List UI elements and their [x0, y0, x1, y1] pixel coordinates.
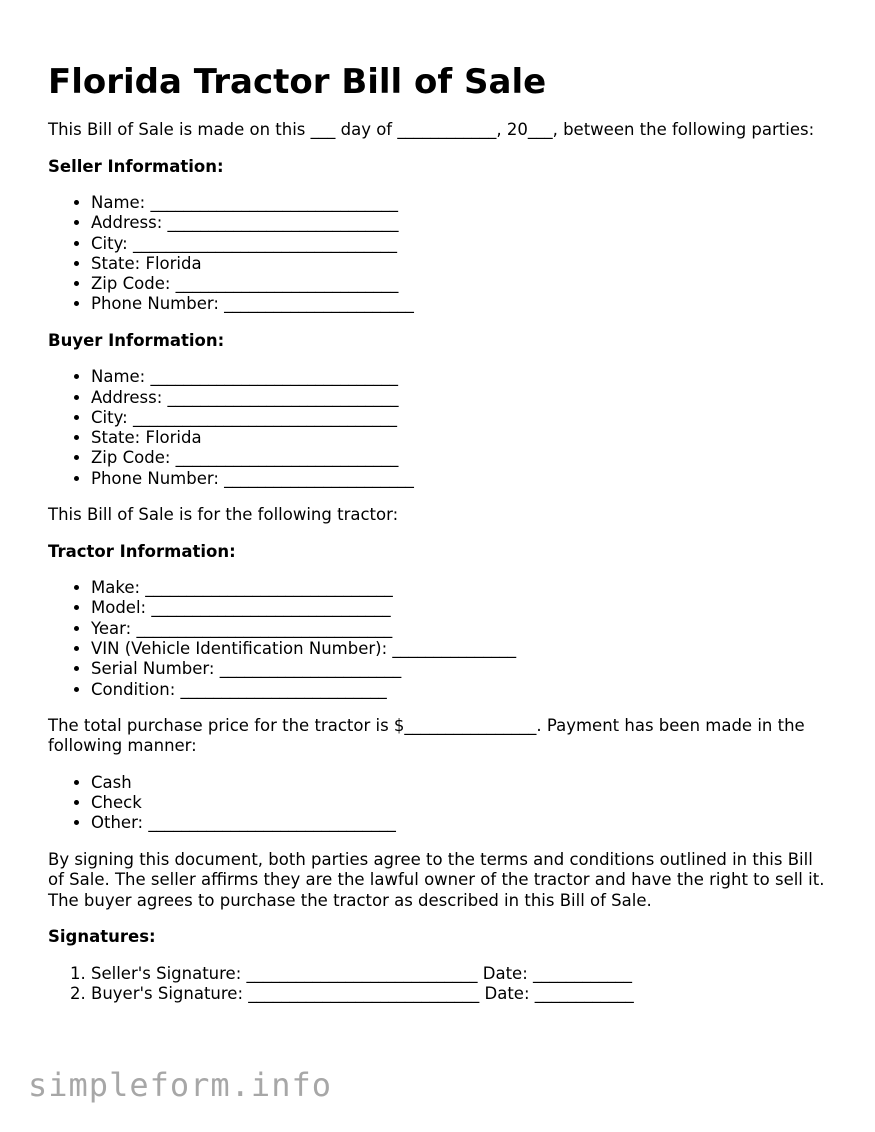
- tractor-serial-field: • Serial Number: ______________________: [91, 659, 828, 679]
- tractor-intro: This Bill of Sale is for the following tractor:: [48, 505, 399, 525]
- tractor-vin-field: • VIN (Vehicle Identification Number): _______________: [91, 639, 828, 659]
- signatures-list: [48, 964, 828, 1005]
- seller-list: [48, 193, 828, 315]
- payment-list: [48, 773, 828, 834]
- buyer-signature-line: 2. Buyer's Signature: ____________________________ Date: ____________: [91, 984, 828, 1004]
- document: [48, 60, 828, 1020]
- buyer-state-field: • State: Florida: [91, 428, 828, 448]
- tractor-model-field: • Model: _____________________________: [91, 598, 828, 618]
- seller-name-field: • Name: ______________________________: [91, 193, 828, 213]
- seller-address-field: • Address: ____________________________: [91, 213, 828, 233]
- price-paragraph: The total purchase price for the tractor is $________________. Payment has been made in the following manner:: [48, 715, 805, 756]
- tractor-heading: Tractor Information:: [48, 541, 236, 561]
- buyer-list: [48, 367, 828, 489]
- seller-heading: Seller Information:: [48, 156, 224, 176]
- tractor-list: [48, 578, 828, 700]
- payment-cash: • Cash: [91, 773, 828, 793]
- tractor-year-field: • Year: _______________________________: [91, 619, 828, 639]
- buyer-address-field: • Address: ____________________________: [91, 388, 828, 408]
- payment-check: • Check: [91, 793, 828, 813]
- agreement-paragraph: By signing this document, both parties agree to the terms and conditions outlined in this Bill of Sale. The seller affirms they are the lawful owner of the tractor and have the right to sell it. The buyer agrees to purchase the tractor as described in this Bill of Sale.: [48, 849, 825, 910]
- seller-state-field: • State: Florida: [91, 254, 828, 274]
- page-title: Florida Tractor Bill of Sale: [48, 62, 547, 102]
- signatures-heading: Signatures:: [48, 927, 156, 947]
- buyer-zip-field: • Zip Code: ___________________________: [91, 448, 828, 468]
- buyer-phone-field: • Phone Number: _______________________: [91, 469, 828, 489]
- seller-city-field: • City: ________________________________: [91, 234, 828, 254]
- watermark: simpleform.info: [28, 1066, 332, 1104]
- seller-phone-field: • Phone Number: _______________________: [91, 294, 828, 314]
- buyer-name-field: • Name: ______________________________: [91, 367, 828, 387]
- seller-zip-field: • Zip Code: ___________________________: [91, 274, 828, 294]
- buyer-heading: Buyer Information:: [48, 330, 225, 350]
- buyer-city-field: • City: ________________________________: [91, 408, 828, 428]
- tractor-condition-field: • Condition: _________________________: [91, 680, 828, 700]
- intro-paragraph: This Bill of Sale is made on this ___ day of ____________, 20___, between the following parties:: [48, 120, 815, 139]
- payment-other-field: • Other: ______________________________: [91, 813, 828, 833]
- seller-signature-line: 1. Seller's Signature: ____________________________ Date: ____________: [91, 964, 828, 984]
- tractor-make-field: • Make: ______________________________: [91, 578, 828, 598]
